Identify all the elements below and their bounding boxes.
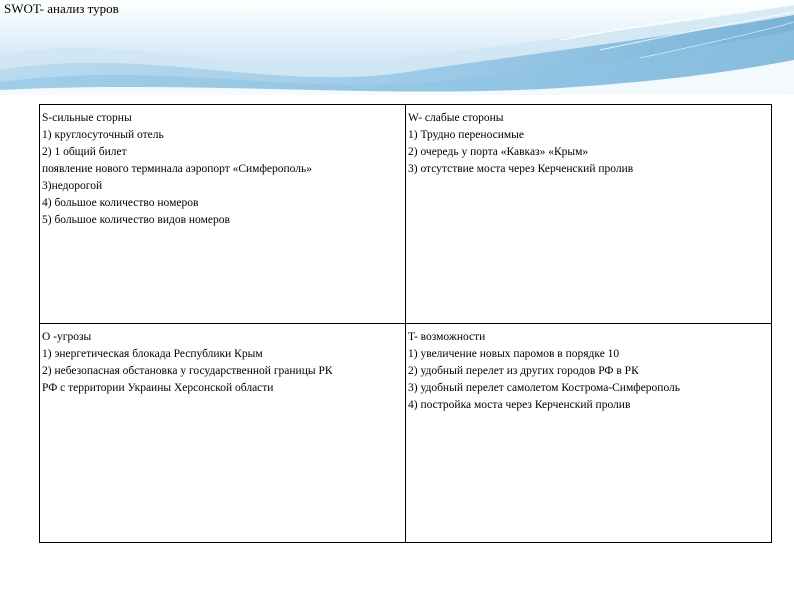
strengths-item: 3)недорогой (42, 180, 103, 192)
threats-item: РФ с территории Украины Херсонской области (42, 382, 274, 394)
threats-item: 1) энергетическая блокада Республики Крым (42, 348, 263, 360)
weaknesses-cell (406, 105, 772, 324)
threats-heading: O -угрозы (42, 331, 92, 343)
strengths-item: 2) 1 общий билет (42, 146, 127, 158)
swot-table (39, 104, 772, 543)
strengths-item: появление нового терминала аэропорт «Симферополь» (42, 163, 312, 175)
opportunities-item: 1) увеличение новых паромов в порядке 10 (408, 348, 620, 360)
strengths-item: 5) большое количество видов номеров (42, 214, 230, 226)
swot-row-bottom (40, 324, 772, 543)
threats-item: 2) небезопасная обстановка у государственной границы РК (42, 365, 333, 377)
opportunities-item: 4) постройка моста через Керченский пролив (408, 399, 631, 411)
opportunities-item: 3) удобный перелет самолетом Кострома-Симферополь (408, 382, 681, 394)
strengths-cell (40, 105, 406, 324)
header-wave-banner (0, 0, 794, 95)
opportunities-item: 2) удобный перелет из других городов РФ в РК (408, 365, 639, 377)
swot-row-top (40, 105, 772, 324)
weaknesses-item: 1) Трудно переносимые (408, 129, 524, 141)
slide-title: SWOT- анализ туров (4, 1, 119, 16)
opportunities-heading: T- возможности (408, 331, 486, 343)
weaknesses-item: 2) очередь у порта «Кавказ» «Крым» (408, 146, 589, 158)
strengths-item: 4) большое количество номеров (42, 197, 199, 209)
weaknesses-item: 3) отсутствие моста через Керченский пролив (408, 163, 634, 175)
strengths-heading: S-сильные сторны (42, 112, 132, 124)
strengths-item: 1) круглосуточный отель (42, 129, 164, 141)
opportunities-cell (406, 324, 772, 543)
weaknesses-heading: W- слабые стороны (408, 112, 504, 124)
threats-cell (40, 324, 406, 543)
